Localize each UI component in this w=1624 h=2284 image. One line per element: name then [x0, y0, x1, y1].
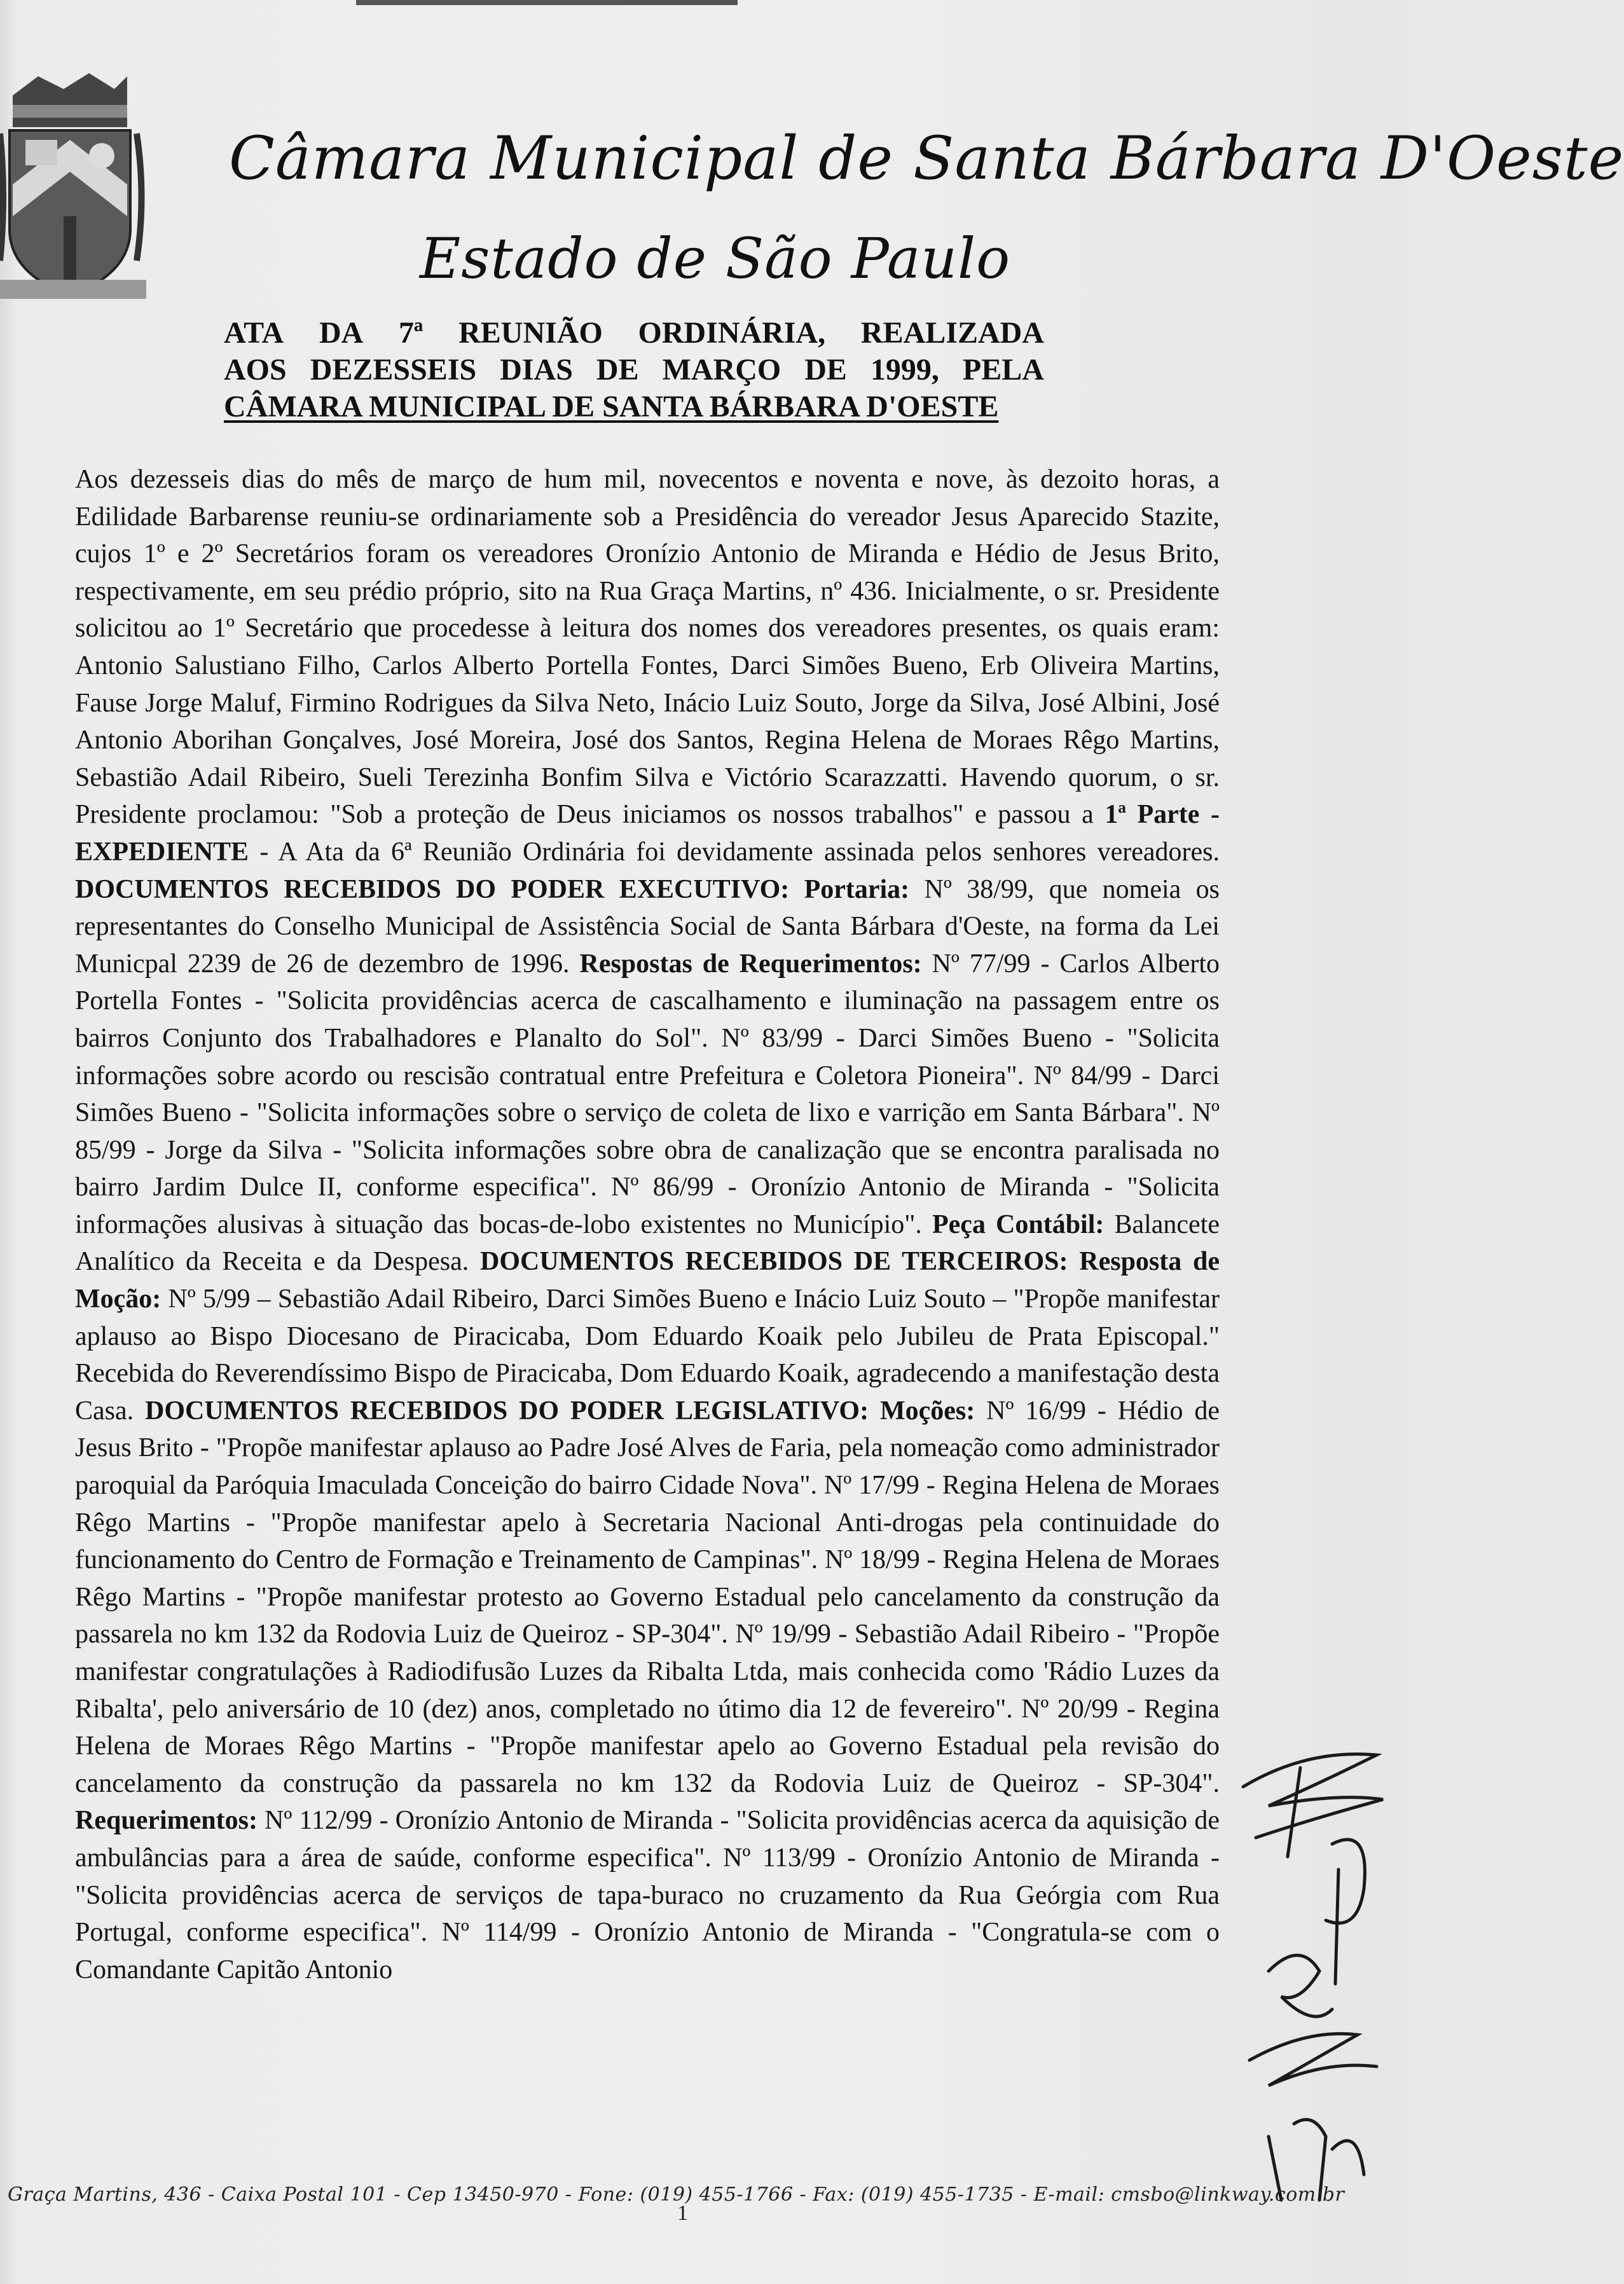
state-name-header: Estado de São Paulo	[420, 226, 1011, 291]
act-title-word: REUNIÃO	[458, 316, 603, 350]
act-title-word: AOS	[224, 353, 287, 387]
act-title-word: DA	[319, 316, 364, 350]
letterhead-footer: Graça Martins, 436 - Caixa Postal 101 - Cep 13450-970 - Fone: (019) 455-1766 - Fax: (019) 455-1735 - E-mail: cmsbo@linkway.com.br	[8, 2184, 1345, 2206]
body-text-run: Nº 112/99 - Oronízio Antonio de Miranda - "Solicita providências acerca da aquisição de ambulâncias para a área de saúde, conforme especifica". Nº 113/99 - Oronízio Antonio de Miranda - "Solicita providências acerca de serviços de tapa-buraco no cruzamento da Rua Geórgia com Rua Portugal, conforme especifica". Nº 114/99 - Oronízio Antonio de Miranda - "Congratula-se com o Comandante Capitão Antonio	[75, 1806, 1220, 1985]
municipal-coat-of-arms	[0, 70, 165, 312]
act-title-word: DIAS	[500, 353, 573, 387]
minutes-body-text	[75, 461, 1220, 1988]
act-title-word: PELA	[962, 353, 1044, 387]
bold-section-heading: Peça Contábil:	[932, 1209, 1104, 1239]
act-title-word: MARÇO	[662, 353, 781, 387]
act-title-word: 1999,	[870, 353, 939, 387]
act-title-word: REALIZADA	[860, 316, 1044, 350]
act-title	[224, 315, 1050, 425]
act-title-line-2	[224, 352, 1044, 389]
act-title-word: 7ª	[398, 316, 423, 350]
body-text-run: Nº 77/99 - Carlos Alberto Portella Fontes - "Solicita providências acerca de cascalhamento e iluminação na passagem entre os bairros Conjunto dos Trabalhadores e Planalto do Sol". Nº 83/99 - Darci Simões Bueno - "Solicita informações sobre acordo ou rescisão contratual entre Prefeitura e Coletora Pioneira". Nº 84/99 - Darci Simões Bueno - "Solicita informações sobre o serviço de coleta de lixo e varrição em Santa Bárbara". Nº 85/99 - Jorge da Silva - "Solicita informações sobre obra de canalização que se encontra paralisada no bairro Jardim Dulce II, conforme especifica". Nº 86/99 - Oronízio Antonio de Miranda - "Solicita informações alusivas à situação das bocas-de-lobo existentes no Município".	[75, 949, 1220, 1239]
bold-section-heading: DOCUMENTOS RECEBIDOS DO PODER EXECUTIVO: Portaria:	[75, 874, 910, 904]
body-text-run: - A Ata da 6ª Reunião Ordinária foi devidamente assinada pelos senhores vereadores.	[249, 837, 1220, 867]
bold-section-heading: Requerimentos:	[75, 1806, 258, 1836]
act-title-word: DE	[596, 353, 639, 387]
act-title-word: ORDINÁRIA,	[638, 316, 826, 350]
body-text-run: Nº 5/99 – Sebastião Adail Ribeiro, Darci Simões Bueno e Inácio Luiz Souto – "Propõe manifestar aplauso ao Bispo Diocesano de Piracicaba, Dom Eduardo Koaik pelo Jubileu de Prata Episcopal." Recebida do Reverendíssimo Bispo de Piracicaba, Dom Eduardo Koaik, agradecendo a manifestação desta Casa.	[75, 1284, 1220, 1426]
page-number: 1	[677, 2201, 688, 2225]
act-title-line-3: CÂMARA MUNICIPAL DE SANTA BÁRBARA D'OESTE	[224, 390, 999, 423]
bold-section-heading: DOCUMENTOS RECEBIDOS DO PODER LEGISLATIVO: Moções:	[145, 1396, 975, 1426]
bold-section-heading: DOCUMENTOS RECEBIDOS DE TERCEIROS: Resposta de Moção:	[75, 1247, 1220, 1314]
act-title-word: DEZESSEIS	[310, 353, 477, 387]
body-text-run: Nº 16/99 - Hédio de Jesus Brito - "Propõe manifestar aplauso ao Padre José Alves de Faria, pela nomeação como administrador paroquial da Paróquia Imaculada Conceição do bairro Cidade Nova". Nº 17/99 - Regina Helena de Moraes Rêgo Martins - "Propõe manifestar apelo à Secretaria Nacional Anti-drogas pela continuidade do funcionamento do Centro de Formação e Treinamento de Campinas". Nº 18/99 - Regina Helena de Moraes Rêgo Martins - "Propõe manifestar protesto ao Governo Estadual pelo cancelamento da construção da passarela no km 132 da Rodovia Luiz de Queiroz - SP-304". Nº 19/99 - Sebastião Adail Ribeiro - "Propõe manifestar congratulações à Radiodifusão Luzes da Ribalta Ltda, mais conhecida como 'Rádio Luzes da Ribalta', pelo aniversário de 10 (dez) anos, completado no útimo dia 12 de fevereiro". Nº 20/99 - Regina Helena de Moraes Rêgo Martins - "Propõe manifestar apelo ao Governo Estadual pela revisão do cancelamento da construção da passarela no km 132 da Rodovia Luiz de Queiroz - SP-304".	[75, 1396, 1220, 1798]
bold-section-heading: Respostas de Requerimentos:	[579, 949, 922, 979]
bold-section-heading: 1ª Parte - EXPEDIENTE	[75, 800, 1220, 867]
act-title-word: ATA	[224, 316, 284, 350]
act-title-word: DE	[804, 353, 847, 387]
body-text-run: Balancete Analítico da Receita e da Despesa.	[75, 1209, 1220, 1277]
handwritten-signature	[1230, 1730, 1402, 2200]
act-title-line-1	[224, 315, 1044, 352]
chamber-name-header: Câmara Municipal de Santa Bárbara D'Oeste	[229, 124, 1624, 193]
body-text-run: Aos dezesseis dias do mês de março de hum mil, novecentos e noventa e nove, às dezoito horas, a Edilidade Barbarense reuniu-se ordinariamente sob a Presidência do vereador Jesus Aparecido Stazite, cujos 1º e 2º Secretários foram os vereadores Oronízio Antonio de Miranda e Hédio de Jesus Brito, respectivamente, em seu prédio próprio, sito na Rua Graça Martins, nº 436. Inicialmente, o sr. Presidente solicitou ao 1º Secretário que procedesse à leitura dos nomes dos vereadores presentes, os quais eram: Antonio Salustiano Filho, Carlos Alberto Portella Fontes, Darci Simões Bueno, Erb Oliveira Martins, Fause Jorge Maluf, Firmino Rodrigues da Silva Neto, Inácio Luiz Souto, Jorge da Silva, José Albini, José Antonio Aborihan Gonçalves, José Moreira, José dos Santos, Regina Helena de Moraes Rêgo Martins, Sebastião Adail Ribeiro, Sueli Terezinha Bonfim Silva e Victório Scarazzatti. Havendo quorum, o sr. Presidente proclamou: "Sob a proteção de Deus iniciamos os nossos trabalhos" e passou a	[75, 465, 1220, 830]
body-text-run: Nº 38/99, que nomeia os representantes do Conselho Municipal de Assistência Social de Santa Bárbara d'Oeste, na forma da Lei Municpal 2239 de 26 de dezembro de 1996.	[75, 874, 1220, 979]
scan-edge	[356, 0, 738, 5]
